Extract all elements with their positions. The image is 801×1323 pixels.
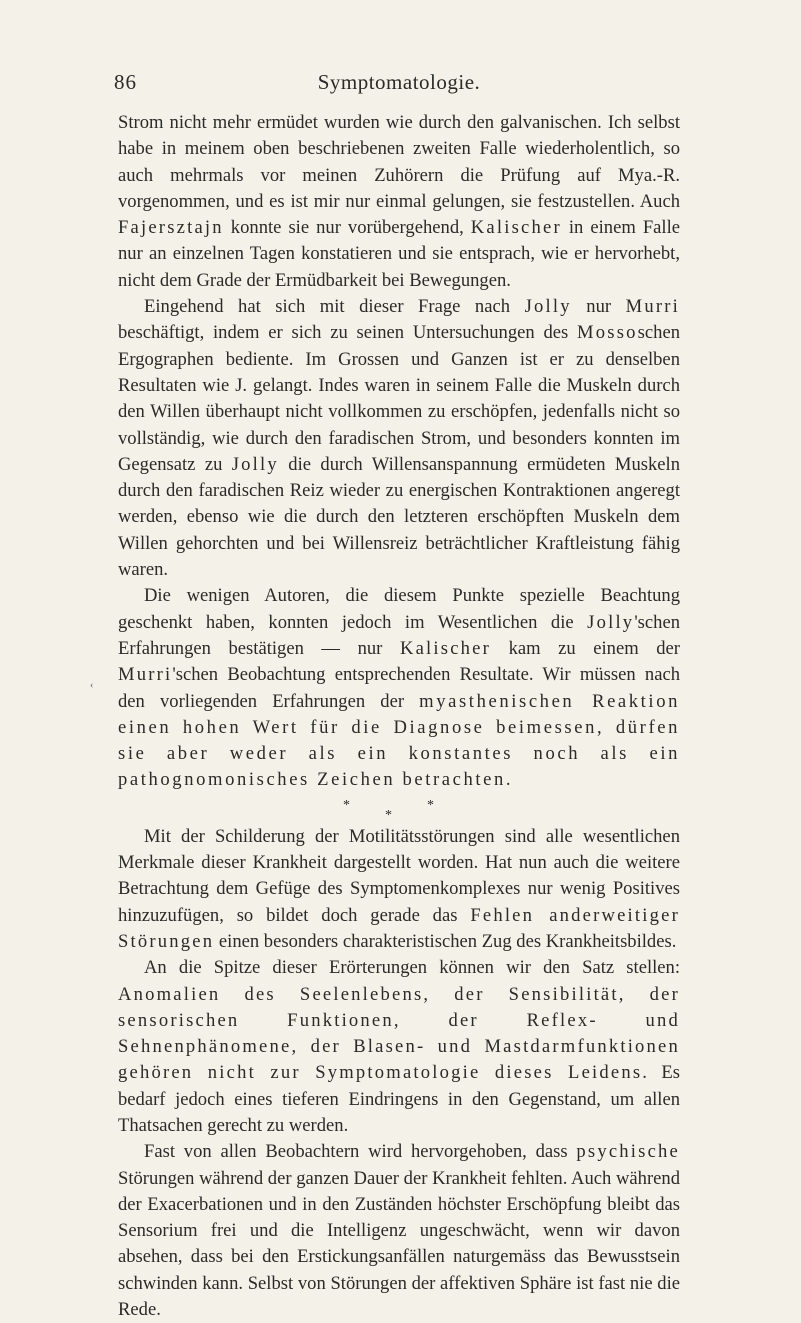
book-page	[114, 70, 680, 1323]
paragraph-5	[118, 955, 680, 1139]
emphasized-statement: myasthenischen Reaktion einen hohen Wert für die Diagnose beimessen, dürfen sie aber weder als ein konstantes noch als ein pathognomonisches Zeichen betrachten.	[118, 690, 680, 791]
text-run: nur	[571, 296, 626, 318]
text-run: Eingehend hat sich mit dieser Frage nach	[144, 296, 525, 318]
emphasized-statement: Anomalien des Seelenlebens, der Sensibilität, der sensorischen Funktionen, der Reflex- und Sehnenphänomene, der Blasen- und Mastdarmfunktionen gehören nicht zur Symptomatologie dieses Leidens.	[118, 983, 680, 1084]
text-run: Strom nicht mehr ermüdet wurden wie durch den galvanischen. Ich selbst habe in meinem oben beschriebenen zweiten Falle wiederholentlich, so auch mehrmals vor meinen Zuhörern die Prüfung auf Mya.-R. vorgenommen, und es ist mir nur einmal gelungen, sie festzustellen. Auch	[118, 112, 680, 212]
asterisk-icon: *	[343, 797, 350, 813]
text-run: Fast von allen Beobachtern wird hervorgehoben, dass	[144, 1141, 577, 1163]
text-run: einen besonders charakteristischen Zug des Krankheitsbildes.	[214, 930, 677, 952]
text-run: Die wenigen Autoren, die diesem Punkte spezielle Beachtung geschenkt haben, konnten jedoch im Wesentlichen die	[118, 585, 680, 633]
text-run: Störungen während der ganzen Dauer der Krankheit fehlten. Auch während der Exacerbationen und in den Zuständen höchster Erschöpfung bleibt das Sensorium frei und die Intelligenz ungeschwächt, wenn wir davon absehen, dass bei den Erstickungsanfällen naturgemäss das Bewusstsein schwinden kann. Selbst von Störungen der affektiven Sphäre ist fast nie die Rede.	[118, 1167, 680, 1321]
text-run: An die Spitze dieser Erörterungen können wir den Satz stellen:	[144, 957, 680, 979]
author-name: Mosso	[577, 322, 638, 344]
text-run: konnte sie nur vorübergehend,	[223, 217, 471, 239]
asterisk-icon: *	[385, 807, 392, 823]
emphasized-word: psychische	[576, 1141, 680, 1163]
author-name: Fajersztajn	[118, 217, 224, 239]
section-break	[118, 794, 680, 824]
author-name: Jolly	[231, 453, 279, 475]
running-head: Symptomatologie.	[317, 70, 481, 94]
author-name: Kalischer	[470, 217, 562, 239]
body-text	[118, 110, 680, 1323]
emphasized-phrase: Fehlen anderweitiger Störungen	[118, 904, 680, 952]
text-run: Es bedarf jedoch eines tieferen Eindringens in den Gegenstand, um allen Thatsachen gerecht zu werden.	[118, 1062, 680, 1136]
text-run: die durch Willensanspannung ermüdeten Muskeln durch den faradischen Reiz wieder zu energischen Kontraktionen angeregt werden, ebenso wie die durch den letzteren erschöpften Muskeln dem Willen gehorchten und bei Willensreiz beträchtlicher Kraftleistung fähig waren.	[118, 453, 680, 581]
text-run: schen Ergographen bediente. Im Grossen und Ganzen ist er zu denselben Resultaten wie J. gelangt. Indes waren in seinem Falle die Muskeln durch den Willen überhaupt nicht vollkommen zu erschöpfen, jedenfalls nicht so vollständig, wie durch den faradischen Strom, und besonders konnten im Gegensatz zu	[118, 322, 680, 475]
text-run: 'schen Erfahrungen bestätigen — nur	[118, 611, 680, 659]
paragraph-3	[118, 583, 680, 793]
text-run: 'schen Beobachtung entsprechenden Resultate. Wir müssen nach den vorliegenden Erfahrungen der	[118, 664, 680, 712]
page-header	[114, 70, 680, 110]
paragraph-4	[118, 824, 680, 955]
paragraph-1	[118, 110, 680, 294]
text-run: in einem Falle nur an einzelnen Tagen konstatieren und sie entsprach, wie er hervorhebt, nicht dem Grade der Ermüdbarkeit bei Bewegungen.	[118, 217, 680, 291]
text-run: Mit der Schilderung der Motilitätsstörungen sind alle wesentlichen Merkmale dieser Krankheit dargestellt worden. Hat nun auch die weitere Betrachtung dem Gefüge des Symptomenkomplexes nur wenig Positives hinzuzufügen, so bildet doch gerade das	[118, 825, 680, 926]
asterisk-icon: *	[427, 797, 434, 813]
author-name: Kalischer	[399, 637, 491, 659]
author-name: Murri	[118, 664, 173, 686]
author-name: Jolly	[587, 611, 635, 633]
author-name: Murri	[625, 296, 680, 318]
author-name: Jolly	[524, 296, 572, 318]
margin-mark: ‹	[90, 680, 94, 691]
text-run: beschäftigt, indem er sich zu seinen Untersuchungen des	[118, 322, 578, 344]
paragraph-2	[118, 294, 680, 583]
text-run: kam zu einem der	[491, 637, 680, 659]
page-number: 86	[114, 70, 137, 94]
paragraph-6	[118, 1139, 680, 1323]
